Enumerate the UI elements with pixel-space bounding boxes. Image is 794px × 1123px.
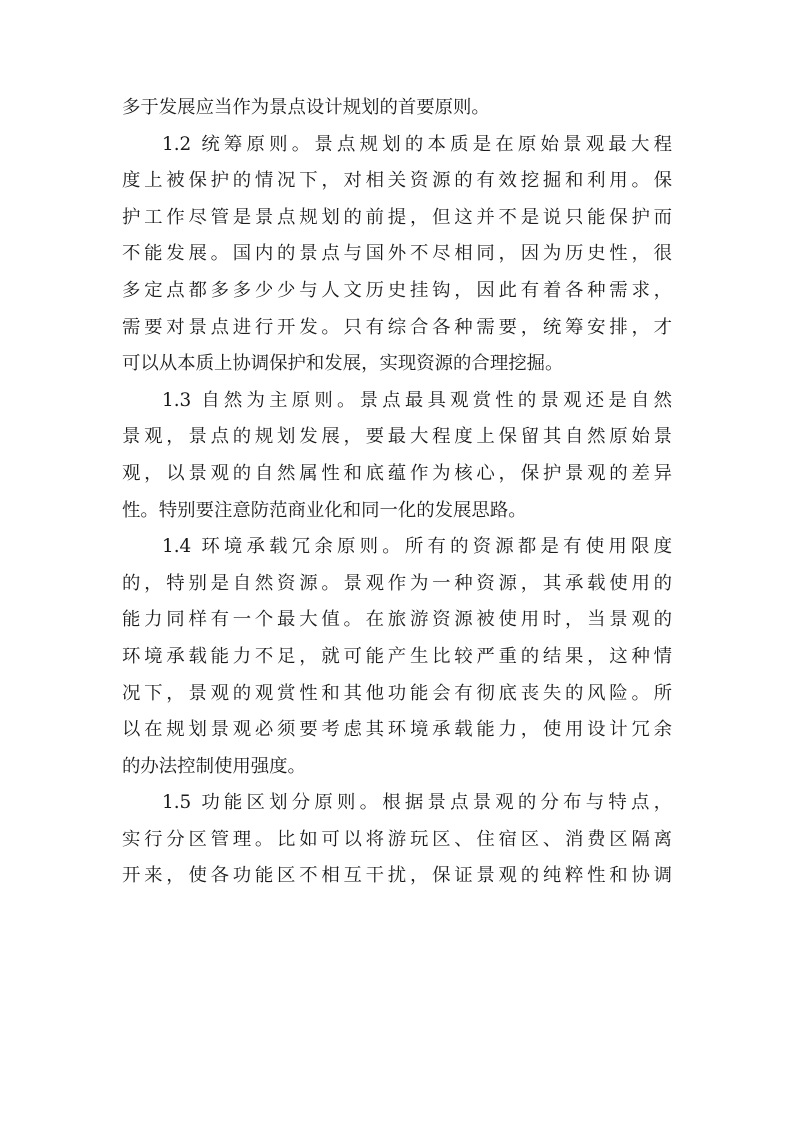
text-line-22: 开来，使各功能区不相互干扰，保证景观的纯粹性和协调: [122, 865, 672, 887]
text-line-21: 实行分区管理。比如可以将游玩区、住宿区、消费区隔离: [122, 828, 672, 850]
text-line-10: 景观，景点的规划发展，要最大程度上保留其自然原始景: [122, 426, 672, 448]
text-line-2: 1.2 统筹原则。景点规划的本质是在原始景观最大程: [162, 133, 672, 155]
text-line-18: 以在规划景观必须要考虑其环境承载能力，使用设计冗余: [122, 719, 672, 741]
text-line-17: 况下，景观的观赏性和其他功能会有彻底丧失的风险。所: [122, 682, 672, 704]
text-line-15: 能力同样有一个最大值。在旅游资源被使用时，当景观的: [122, 609, 672, 631]
text-line-8: 可以从本质上协调保护和发展，实现资源的合理挖掘。: [122, 353, 564, 375]
text-line-7: 需要对景点进行开发。只有综合各种需要，统筹安排，才: [122, 316, 672, 338]
text-line-9: 1.3 自然为主原则。景点最具观赏性的景观还是自然: [162, 389, 672, 411]
text-line-1: 多于发展应当作为景点设计规划的首要原则。: [122, 97, 490, 118]
text-line-16: 环境承载能力不足，就可能产生比较严重的结果，这种情: [122, 645, 672, 667]
text-line-13: 1.4 环境承载冗余原则。所有的资源都是有使用限度: [162, 536, 672, 558]
text-line-19: 的办法控制使用强度。: [122, 755, 306, 777]
text-line-4: 护工作尽管是景点规划的前提，但这并不是说只能保护而: [122, 206, 672, 228]
text-line-3: 度上被保护的情况下，对相关资源的有效挖掘和利用。保: [122, 170, 672, 192]
text-line-11: 观，以景观的自然属性和底蕴作为核心，保护景观的差异: [122, 462, 672, 484]
text-line-6: 多定点都多多少少与人文历史挂钩，因此有着各种需求，: [122, 279, 672, 301]
text-line-20: 1.5 功能区划分原则。根据景点景观的分布与特点，: [162, 792, 672, 814]
text-line-5: 不能发展。国内的景点与国外不尽相同，因为历史性，很: [122, 243, 672, 265]
text-line-14: 的，特别是自然资源。景观作为一种资源，其承载使用的: [122, 572, 672, 594]
text-line-12: 性。特别要注意防范商业化和同一化的发展思路。: [122, 499, 527, 521]
body-text: [122, 90, 672, 895]
